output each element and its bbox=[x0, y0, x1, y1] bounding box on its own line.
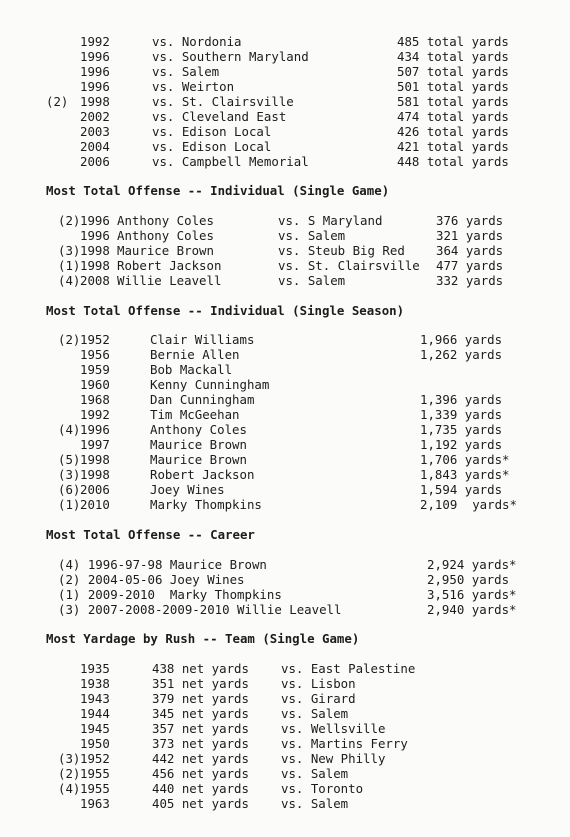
year: 2008 bbox=[80, 273, 110, 288]
rank-mark: (3) bbox=[58, 467, 81, 482]
year: 2004 bbox=[80, 139, 110, 154]
yards: 507 total yards bbox=[397, 64, 509, 79]
opponent: vs. Wellsville bbox=[281, 721, 386, 736]
year: 1997 bbox=[80, 437, 110, 452]
year: 1952 bbox=[80, 332, 110, 347]
table-row bbox=[0, 766, 570, 781]
opponent: vs. Salem bbox=[278, 273, 346, 288]
table-row bbox=[0, 602, 570, 617]
player-name: Clair Williams bbox=[150, 332, 255, 347]
opponent: vs. Salem bbox=[281, 796, 349, 811]
year: 1996 bbox=[80, 64, 110, 79]
table-row bbox=[0, 213, 570, 228]
yards: 2,950 yards bbox=[427, 572, 510, 587]
career-entry: (4) 1996-97-98 Maurice Brown bbox=[58, 557, 267, 572]
net-yards: 438 net yards bbox=[152, 661, 249, 676]
table-row bbox=[0, 154, 570, 169]
opponent: vs. Toronto bbox=[281, 781, 364, 796]
year: 1945 bbox=[80, 721, 110, 736]
table-row bbox=[0, 362, 570, 377]
year: 1943 bbox=[80, 691, 110, 706]
opponent: vs. Martins Ferry bbox=[281, 736, 408, 751]
year: 2002 bbox=[80, 109, 110, 124]
year: 1955 bbox=[80, 766, 110, 781]
opponent: vs. Campbell Memorial bbox=[152, 154, 309, 169]
table-row bbox=[0, 557, 570, 572]
rank-mark: (6) bbox=[58, 482, 81, 497]
table-row bbox=[0, 377, 570, 392]
table-row bbox=[0, 422, 570, 437]
yards: 1,735 yards bbox=[420, 422, 503, 437]
year: 1998 bbox=[80, 467, 110, 482]
yards: 364 yards bbox=[436, 243, 504, 258]
year: 1963 bbox=[80, 796, 110, 811]
opponent: vs. Edison Local bbox=[152, 139, 272, 154]
opponent: vs. East Palestine bbox=[281, 661, 416, 676]
career-entry: (3) 2007-2008-2009-2010 Willie Leavell bbox=[58, 602, 342, 617]
table-row bbox=[0, 139, 570, 154]
table-row bbox=[0, 124, 570, 139]
rank-mark: (2) bbox=[46, 94, 69, 109]
opponent: vs. S Maryland bbox=[278, 213, 383, 228]
section-heading: Most Total Offense -- Individual (Single Season) bbox=[46, 303, 405, 318]
player-name: Anthony Coles bbox=[117, 213, 214, 228]
yards: 474 total yards bbox=[397, 109, 509, 124]
player-name: Robert Jackson bbox=[117, 258, 222, 273]
table-row bbox=[0, 94, 570, 109]
year: 1996 bbox=[80, 213, 110, 228]
table-row bbox=[0, 706, 570, 721]
rank-mark: (3) bbox=[58, 751, 81, 766]
player-name: Willie Leavell bbox=[117, 273, 222, 288]
yards: 477 yards bbox=[436, 258, 504, 273]
yards: 1,843 yards* bbox=[420, 467, 510, 482]
year: 1998 bbox=[80, 243, 110, 258]
table-row bbox=[0, 587, 570, 602]
yards: 501 total yards bbox=[397, 79, 509, 94]
section-heading: Most Total Offense -- Individual (Single Game) bbox=[46, 183, 390, 198]
year: 1998 bbox=[80, 94, 110, 109]
year: 1998 bbox=[80, 452, 110, 467]
rank-mark: (5) bbox=[58, 452, 81, 467]
player-name: Maurice Brown bbox=[150, 437, 247, 452]
year: 1968 bbox=[80, 392, 110, 407]
opponent: vs. Salem bbox=[278, 228, 346, 243]
table-row bbox=[0, 721, 570, 736]
career-entry: (1) 2009-2010 Marky Thompkins bbox=[58, 587, 282, 602]
section-heading: Most Total Offense -- Career bbox=[46, 527, 255, 542]
table-row bbox=[0, 34, 570, 49]
yards: 1,396 yards bbox=[420, 392, 503, 407]
table-row bbox=[0, 243, 570, 258]
player-name: Maurice Brown bbox=[150, 452, 247, 467]
table-row bbox=[0, 407, 570, 422]
table-row bbox=[0, 79, 570, 94]
year: 1956 bbox=[80, 347, 110, 362]
rank-mark: (4) bbox=[58, 781, 81, 796]
career-entry: (2) 2004-05-06 Joey Wines bbox=[58, 572, 245, 587]
table-row bbox=[0, 482, 570, 497]
net-yards: 345 net yards bbox=[152, 706, 249, 721]
table-row bbox=[0, 751, 570, 766]
opponent: vs. Weirton bbox=[152, 79, 235, 94]
section-heading: Most Yardage by Rush -- Team (Single Game) bbox=[46, 631, 360, 646]
net-yards: 373 net yards bbox=[152, 736, 249, 751]
year: 1935 bbox=[80, 661, 110, 676]
net-yards: 442 net yards bbox=[152, 751, 249, 766]
opponent: vs. Salem bbox=[281, 706, 349, 721]
player-name: Maurice Brown bbox=[117, 243, 214, 258]
year: 1992 bbox=[80, 407, 110, 422]
rank-mark: (2) bbox=[58, 766, 81, 781]
table-row bbox=[0, 452, 570, 467]
table-row bbox=[0, 796, 570, 811]
table-row bbox=[0, 49, 570, 64]
table-row bbox=[0, 64, 570, 79]
yards: 434 total yards bbox=[397, 49, 509, 64]
table-row bbox=[0, 273, 570, 288]
yards: 376 yards bbox=[436, 213, 504, 228]
player-name: Robert Jackson bbox=[150, 467, 255, 482]
net-yards: 405 net yards bbox=[152, 796, 249, 811]
player-name: Bob Mackall bbox=[150, 362, 233, 377]
opponent: vs. St. Clairsville bbox=[152, 94, 294, 109]
year: 1960 bbox=[80, 377, 110, 392]
year: 2003 bbox=[80, 124, 110, 139]
table-row bbox=[0, 497, 570, 512]
table-row bbox=[0, 258, 570, 273]
net-yards: 456 net yards bbox=[152, 766, 249, 781]
rank-mark: (1) bbox=[58, 497, 81, 512]
table-row bbox=[0, 228, 570, 243]
rank-mark: (1) bbox=[58, 258, 81, 273]
year: 1955 bbox=[80, 781, 110, 796]
year: 2010 bbox=[80, 497, 110, 512]
table-row bbox=[0, 736, 570, 751]
year: 1996 bbox=[80, 228, 110, 243]
opponent: vs. St. Clairsville bbox=[278, 258, 420, 273]
yards: 1,262 yards bbox=[420, 347, 503, 362]
opponent: vs. Edison Local bbox=[152, 124, 272, 139]
net-yards: 379 net yards bbox=[152, 691, 249, 706]
yards: 2,924 yards* bbox=[427, 557, 517, 572]
opponent: vs. Lisbon bbox=[281, 676, 356, 691]
year: 1938 bbox=[80, 676, 110, 691]
table-row bbox=[0, 332, 570, 347]
table-row bbox=[0, 781, 570, 796]
opponent: vs. Girard bbox=[281, 691, 356, 706]
net-yards: 351 net yards bbox=[152, 676, 249, 691]
opponent: vs. Cleveland East bbox=[152, 109, 287, 124]
player-name: Marky Thompkins bbox=[150, 497, 262, 512]
rank-mark: (3) bbox=[58, 243, 81, 258]
player-name: Anthony Coles bbox=[117, 228, 214, 243]
yards: 1,966 yards bbox=[420, 332, 503, 347]
opponent: vs. Salem bbox=[152, 64, 220, 79]
player-name: Anthony Coles bbox=[150, 422, 247, 437]
yards: 1,339 yards bbox=[420, 407, 503, 422]
net-yards: 440 net yards bbox=[152, 781, 249, 796]
rank-mark: (4) bbox=[58, 273, 81, 288]
table-row bbox=[0, 691, 570, 706]
year: 1950 bbox=[80, 736, 110, 751]
opponent: vs. Steub Big Red bbox=[278, 243, 405, 258]
yards: 2,940 yards* bbox=[427, 602, 517, 617]
table-row bbox=[0, 467, 570, 482]
player-name: Tim McGeehan bbox=[150, 407, 240, 422]
year: 1996 bbox=[80, 79, 110, 94]
yards: 485 total yards bbox=[397, 34, 509, 49]
yards: 448 total yards bbox=[397, 154, 509, 169]
yards: 321 yards bbox=[436, 228, 504, 243]
table-row bbox=[0, 347, 570, 362]
table-row bbox=[0, 661, 570, 676]
table-row bbox=[0, 109, 570, 124]
player-name: Bernie Allen bbox=[150, 347, 240, 362]
year: 1944 bbox=[80, 706, 110, 721]
table-row bbox=[0, 676, 570, 691]
player-name: Joey Wines bbox=[150, 482, 225, 497]
rank-mark: (2) bbox=[58, 332, 81, 347]
player-name: Kenny Cunningham bbox=[150, 377, 270, 392]
yards: 426 total yards bbox=[397, 124, 509, 139]
yards: 1,594 yards bbox=[420, 482, 503, 497]
rank-mark: (4) bbox=[58, 422, 81, 437]
yards: 2,109 yards* bbox=[420, 497, 517, 512]
year: 1959 bbox=[80, 362, 110, 377]
rank-mark: (2) bbox=[58, 213, 81, 228]
yards: 1,706 yards* bbox=[420, 452, 510, 467]
year: 1996 bbox=[80, 422, 110, 437]
yards: 1,192 yards bbox=[420, 437, 503, 452]
player-name: Dan Cunningham bbox=[150, 392, 255, 407]
table-row bbox=[0, 437, 570, 452]
year: 1996 bbox=[80, 49, 110, 64]
yards: 421 total yards bbox=[397, 139, 509, 154]
opponent: vs. New Philly bbox=[281, 751, 386, 766]
table-row bbox=[0, 392, 570, 407]
yards: 3,516 yards* bbox=[427, 587, 517, 602]
year: 2006 bbox=[80, 154, 110, 169]
table-row bbox=[0, 572, 570, 587]
yards: 581 total yards bbox=[397, 94, 509, 109]
year: 1992 bbox=[80, 34, 110, 49]
year: 2006 bbox=[80, 482, 110, 497]
yards: 332 yards bbox=[436, 273, 504, 288]
opponent: vs. Salem bbox=[281, 766, 349, 781]
year: 1952 bbox=[80, 751, 110, 766]
opponent: vs. Southern Maryland bbox=[152, 49, 309, 64]
net-yards: 357 net yards bbox=[152, 721, 249, 736]
opponent: vs. Nordonia bbox=[152, 34, 242, 49]
year: 1998 bbox=[80, 258, 110, 273]
